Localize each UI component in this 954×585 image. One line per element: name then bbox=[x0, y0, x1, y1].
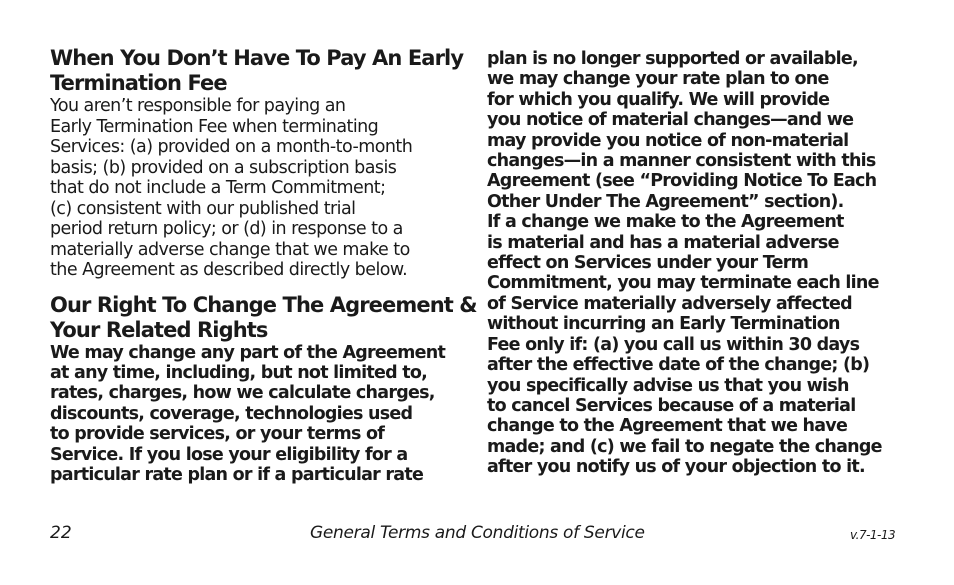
text-line: the Agreement as described directly below. bbox=[50, 260, 408, 280]
text-line: is material and has a material adverse bbox=[487, 232, 839, 253]
heading-line: When You Don’t Have To Pay An Early bbox=[50, 46, 464, 70]
text-line: after you notify us of your objection to it. bbox=[487, 457, 865, 478]
text-line: without incurring an Early Termination bbox=[487, 314, 840, 335]
text-line: plan is no longer supported or available, bbox=[487, 49, 858, 69]
text-line: Other Under The Agreement” section). bbox=[487, 191, 844, 212]
text-line: at any time, including, but not limited to, bbox=[50, 362, 428, 383]
page-number: 22 bbox=[50, 523, 72, 543]
text-line: after the effective date of the change; (b) bbox=[487, 355, 870, 376]
text-line: made; and (c) we fail to negate the change bbox=[487, 436, 882, 457]
text-line: If a change we make to the Agreement bbox=[487, 212, 844, 233]
text-line: you specifically advise us that you wish bbox=[487, 375, 849, 396]
text-line: that do not include a Term Commitment; bbox=[50, 178, 386, 198]
heading-line: Your Related Rights bbox=[50, 317, 268, 342]
text-line: Agreement (see “Providing Notice To Each bbox=[487, 171, 877, 192]
early-termination-fee-paragraph bbox=[50, 96, 460, 281]
right-to-change-paragraph-continued bbox=[487, 49, 897, 478]
text-line: effect on Services under your Term bbox=[487, 253, 809, 274]
text-line: discounts, coverage, technologies used bbox=[50, 403, 413, 424]
section-heading-early-termination-fee bbox=[50, 46, 464, 96]
text-line: rates, charges, how we calculate charges, bbox=[50, 383, 435, 404]
text-line: Early Termination Fee when terminating bbox=[50, 116, 379, 137]
text-line: (c) consistent with our published trial bbox=[50, 198, 356, 219]
heading-line: Our Right To Change The Agreement & bbox=[50, 292, 477, 317]
text-line: may provide you notice of non-material bbox=[487, 130, 849, 151]
text-line: Services: (a) provided on a month-to-month bbox=[50, 137, 413, 157]
text-line: you notice of material changes—and we bbox=[487, 110, 854, 131]
text-line: change to the Agreement that we have bbox=[487, 416, 848, 437]
text-line: particular rate plan or if a particular rate bbox=[50, 464, 424, 485]
text-line: to provide services, or your terms of bbox=[50, 424, 385, 445]
text-line: of Service materially adversely affected bbox=[487, 293, 852, 314]
text-line: we may change your rate plan to one bbox=[487, 69, 829, 90]
heading-line: Termination Fee bbox=[50, 71, 227, 95]
text-line: Fee only if: (a) you call us within 30 days bbox=[487, 334, 860, 355]
right-to-change-paragraph bbox=[50, 343, 460, 486]
section-heading-right-to-change bbox=[50, 292, 477, 343]
text-line: You aren’t responsible for paying an bbox=[50, 96, 346, 116]
right-column bbox=[487, 49, 897, 478]
text-line: period return policy; or (d) in response to a bbox=[50, 219, 403, 239]
text-line: materially adverse change that we make to bbox=[50, 239, 410, 260]
text-line: Commitment, you may terminate each line bbox=[487, 273, 879, 294]
version-label: v.7-1-13 bbox=[850, 528, 896, 542]
left-column bbox=[50, 46, 477, 485]
text-line: for which you qualify. We will provide bbox=[487, 89, 830, 110]
text-line: Service. If you lose your eligibility for a bbox=[50, 444, 408, 465]
text-line: basis; (b) provided on a subscription basis bbox=[50, 157, 397, 178]
document-title: General Terms and Conditions of Service bbox=[310, 523, 645, 543]
text-line: We may change any part of the Agreement bbox=[50, 342, 446, 363]
text-line: to cancel Services because of a material bbox=[487, 395, 856, 416]
text-line: changes—in a manner consistent with this bbox=[487, 151, 876, 172]
